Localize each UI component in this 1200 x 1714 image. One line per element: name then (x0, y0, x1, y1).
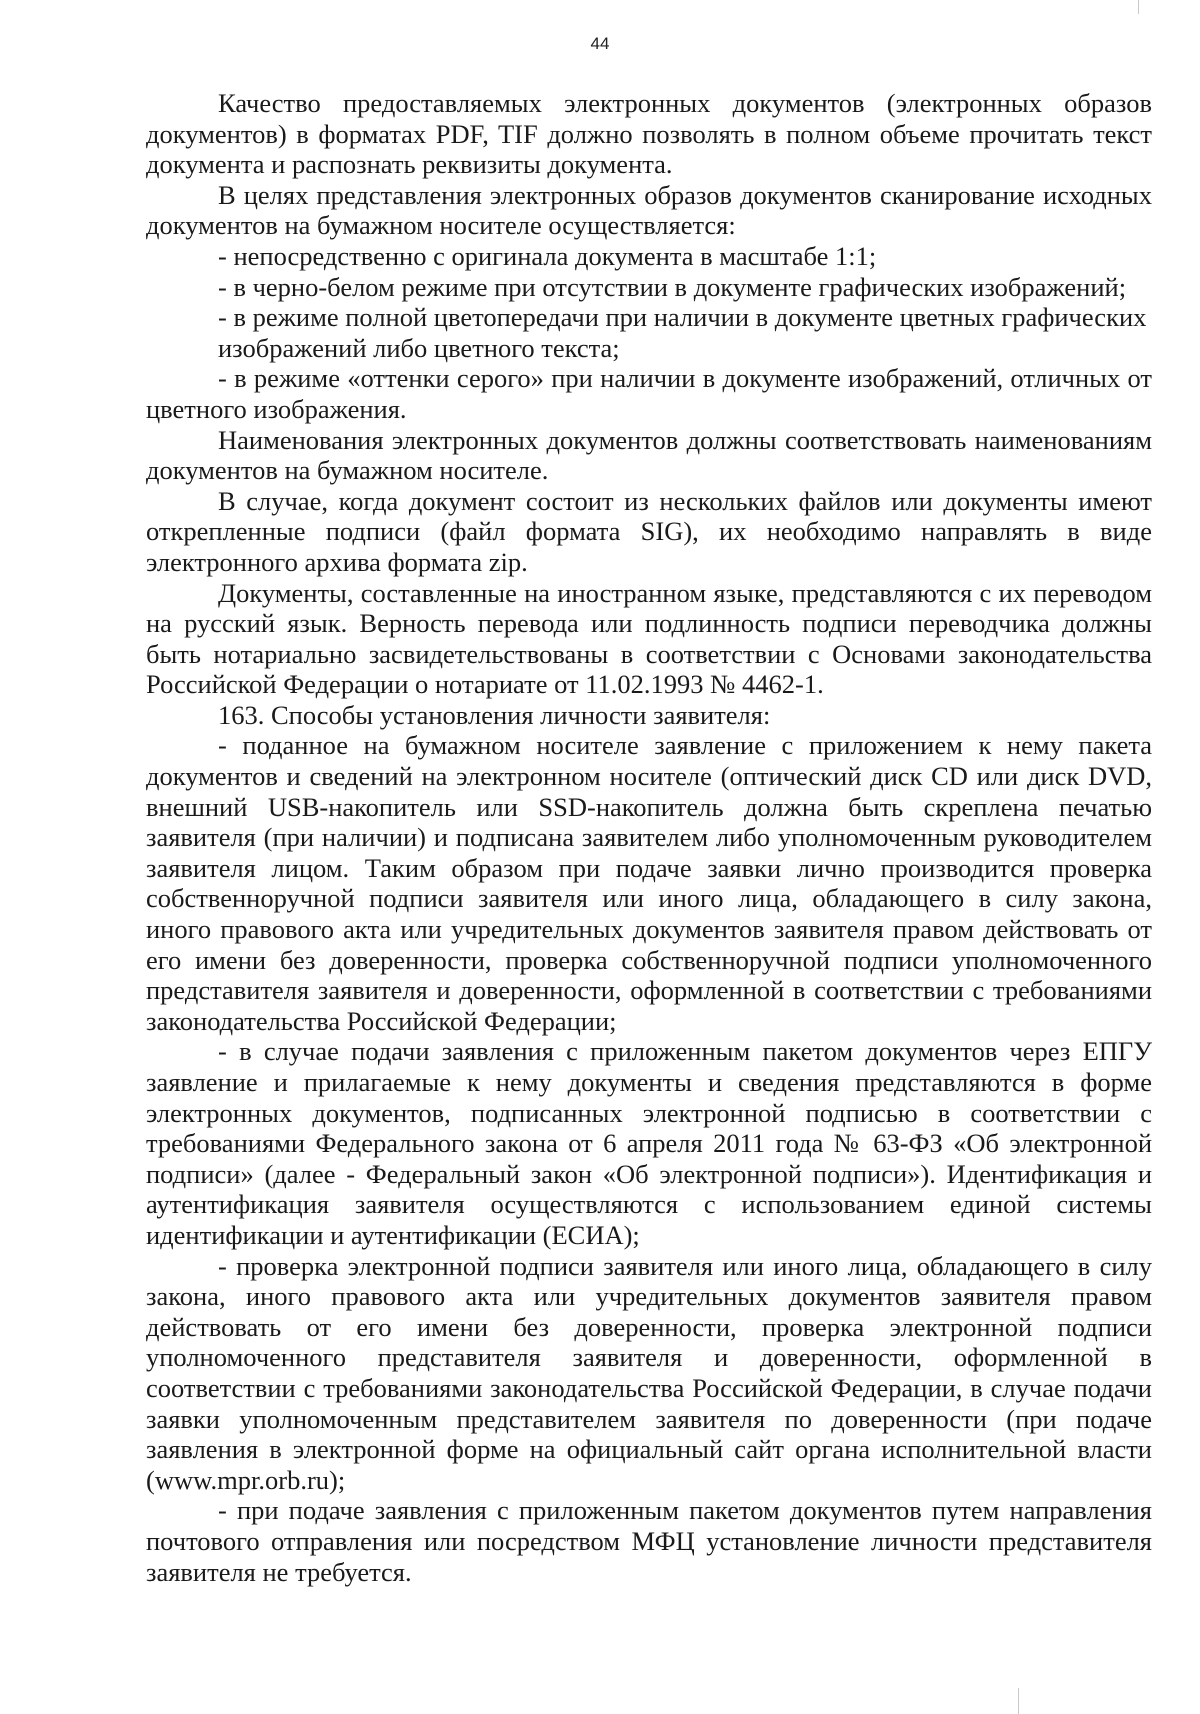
list-item: - в случае подачи заявления с приложенным пакетом документов через ЕПГУ заявление и прилагаемые к нему документы и сведения представляются в форме электронных документов, подписанных электронной подписью в соответствии с требованиями Федерального закона от 6 апреля 2011 года № 63-ФЗ «Об электронной подписи» (далее - Федеральный закон «Об электронной подписи»). Идентификация и аутентификация заявителя осуществляются с использованием единой системы идентификации и аутентификации (ЕСИА); (146, 1036, 1152, 1250)
list-item: - непосредственно с оригинала документа в масштабе 1:1; (218, 240, 877, 271)
scan-edge-mark (1138, 0, 1139, 14)
list-item: - в черно-белом режиме при отсутствии в документе графических изображений; (218, 271, 1127, 302)
paragraph: В случае, когда документ состоит из нескольких файлов или документы имеют открепленные подписи (файл формата SIG), их необходимо направлять в виде электронного архива формата zip. (146, 485, 1152, 577)
page-number: 44 (590, 34, 610, 53)
scan-edge-mark (1018, 1688, 1019, 1714)
list-item: - поданное на бумажном носителе заявление с приложением к нему пакета документов и сведений на электронном носителе (оптический диск CD или диск DVD, внешний USB-накопитель или SSD-накопитель должна быть скреплена печатью заявителя (при наличии) и подписана заявителем либо уполномоченным руководителем заявителя лицом. Таким образом при подаче заявки лично производится проверка собственноручной подписи заявителя или иного лица, обладающего в силу закона, иного правового акта или учредительных документов заявителя правом действовать от его имени без доверенности, проверка собственноручной подписи уполномоченного представителя заявителя и доверенности, оформленной в соответствии с требованиями законодательства Российской Федерации; (146, 730, 1152, 1036)
list-item: - при подаче заявления с приложенным пакетом документов путем направления почтового отправления или посредством МФЦ установление личности представителя заявителя не требуется. (146, 1495, 1152, 1587)
paragraph: Качество предоставляемых электронных документов (электронных образов документов) в форматах PDF, TIF должно позволять в полном объеме прочитать текст документа и распознать реквизиты документа. (146, 88, 1152, 180)
paragraph: В целях представления электронных образов документов сканирование исходных документов на бумажном носителе осуществляется: (146, 179, 1152, 241)
paragraph: Документы, составленные на иностранном языке, представляются с их переводом на русский язык. Верность перевода или подлинность подписи переводчика должны быть нотариально засвидетельствованы в соответствии с Основами законодательства Российской Федерации о нотариате от 11.02.1993 № 4462-1. (146, 577, 1152, 700)
paragraph: Наименования электронных документов должны соответствовать наименованиям документов на бумажном носителе. (146, 424, 1152, 486)
list-item: - в режиме «оттенки серого» при наличии в документе изображений, отличных от цветного изображения. (146, 363, 1152, 424)
list-item: - проверка электронной подписи заявителя или иного лица, обладающего в силу закона, иного правового акта или учредительных документов заявителя правом действовать от его имени без доверенности, проверка электронной подписи уполномоченного представителя заявителя и доверенности, оформленной в соответствии с требованиями законодательства Российской Федерации, в случае подачи заявки уполномоченным представителем заявителя по доверенности (при подаче заявления в электронной форме на официальный сайт органа исполнительной власти (www.mpr.orb.ru); (146, 1250, 1152, 1495)
list-item: - в режиме полной цветопередачи при наличии в документе цветных графических изображений либо цветного текста; (218, 302, 1147, 363)
section-heading: 163. Способы установления личности заявителя: (218, 699, 771, 730)
document-body (146, 88, 1152, 1587)
